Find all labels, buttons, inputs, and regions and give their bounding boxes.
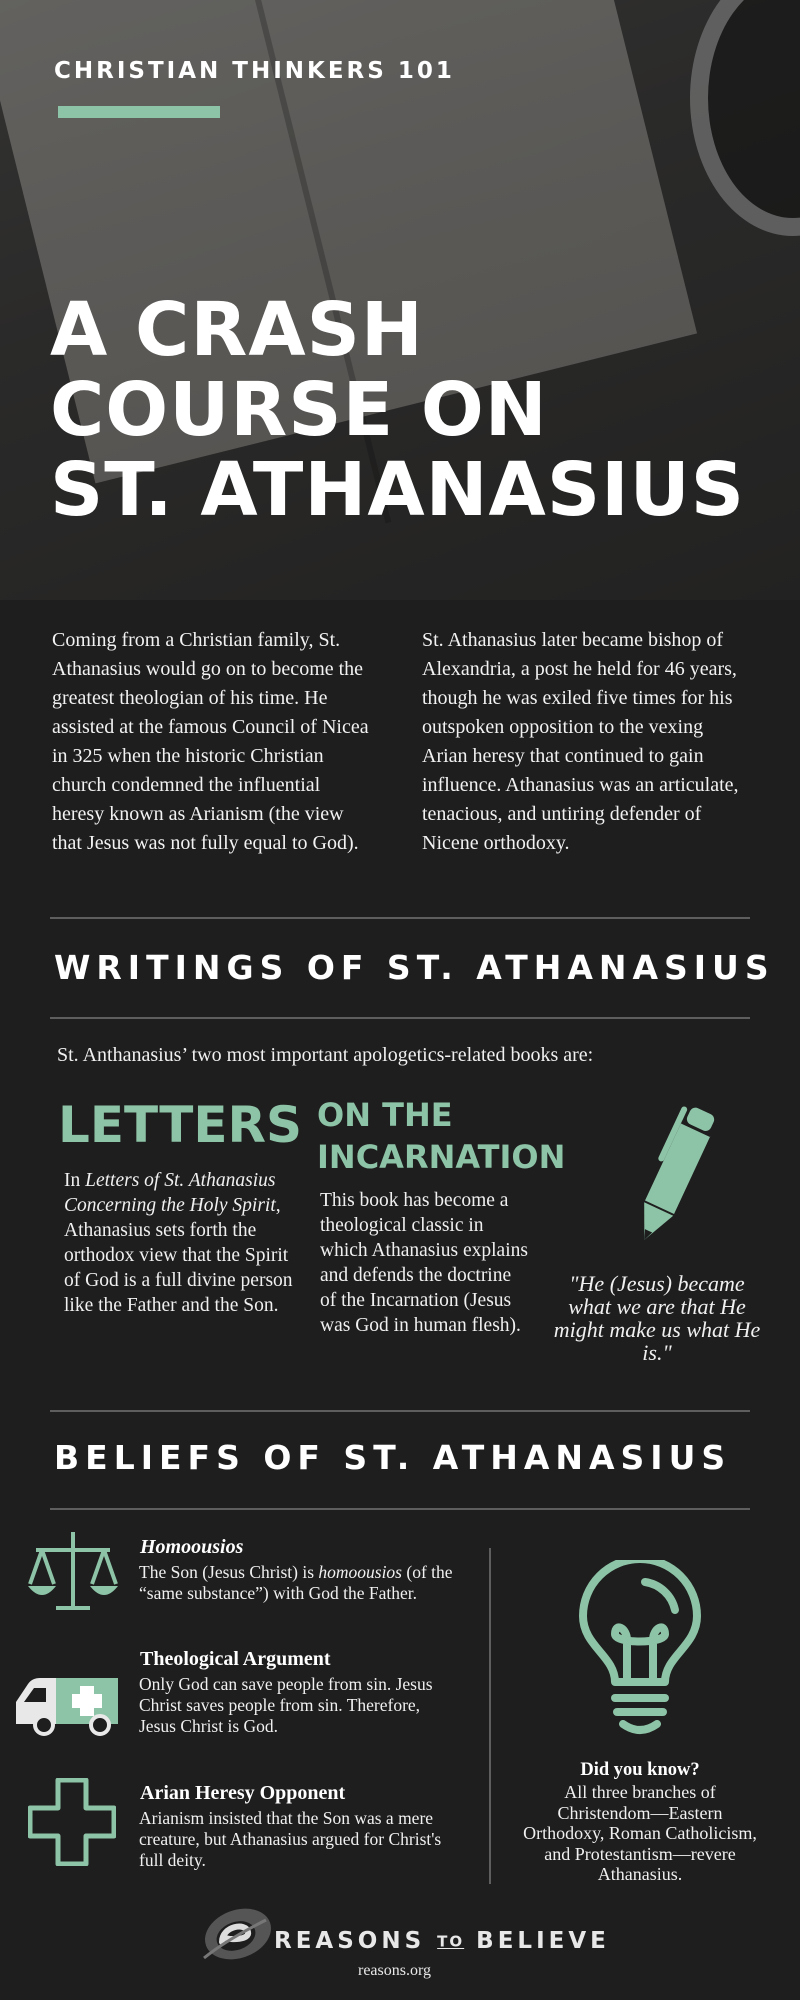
intro-right-paragraph: St. Athanasius later became bishop of Alexandria, a post he held for 46 years, though he was exiled five times for his outspoken opposition to the vexing Arian heresy that continued to gain influence. Athanasius was an articulate, tenacious, and untiring defender of Nicene orthodoxy. <box>422 629 739 854</box>
cross-icon <box>28 1778 116 1866</box>
hero-banner <box>0 0 800 600</box>
series-label: CHRISTIAN THINKERS 101 <box>54 58 455 84</box>
website-link[interactable]: reasons.org <box>358 1962 432 1979</box>
belief-text-argument: Only God can save people from sin. Jesus Christ saves people from sin. Therefore, Jesus Christ is God. <box>139 1674 433 1736</box>
divider <box>50 1508 750 1510</box>
divider <box>50 1017 750 1019</box>
did-you-know-text: All three branches of Christendom—Eastern Orthodoxy, Roman Catholicism, and Protestantism—revere Athanasius. <box>523 1782 757 1884</box>
accent-bar <box>58 106 220 118</box>
pen-icon <box>628 1096 718 1256</box>
incarnation-title: ON THE INCARNATION <box>317 1096 566 1176</box>
page-title: A CRASH COURSE ON ST. ATHANASIUS <box>50 287 746 533</box>
belief-text-arian: Arianism insisted that the Son was a mere creature, but Athanasius argued for Christ's full deity. <box>139 1808 442 1870</box>
writings-intro: St. Anthanasius’ two most important apologetics-related books are: <box>57 1044 594 1066</box>
brand-name: REASONS TO BELIEVE <box>274 1928 610 1954</box>
letters-title: LETTERS <box>58 1096 303 1154</box>
incarnation-description: This book has become a theological classic in which Athanasius explains and defends the doctrine of the Incarnation (Jesus was God in human flesh). <box>320 1190 528 1336</box>
beliefs-heading: BELIEFS OF ST. ATHANASIUS <box>54 1438 732 1477</box>
intro-section <box>52 626 752 858</box>
intro-left-paragraph: Coming from a Christian family, St. Athanasius would go on to become the greatest theologian of his time. He assisted at the famous Council of Nicea in 325 when the historic Christian church condemned the influential heresy known as Arianism (the view that Jesus was not fully equal to God). <box>52 629 369 854</box>
writings-heading: WRITINGS OF ST. ATHANASIUS <box>54 948 775 987</box>
quote: "He (Jesus) became what we are that He might make us what He is." <box>553 1271 761 1365</box>
reasons-logo-icon <box>196 1900 276 1970</box>
letters-description: In Letters of St. Athanasius Concerning the Holy Spirit, Athanasius sets forth the orthodox view that the Spirit of God is a full divine person like the Father and the Son. <box>64 1170 293 1316</box>
belief-text-homoousios: The Son (Jesus Christ) is homoousios (of the “same substance”) with God the Father. <box>139 1562 453 1603</box>
lightbulb-icon <box>575 1560 705 1740</box>
column-divider <box>489 1548 491 1884</box>
belief-heading-homoousios: Homoousios <box>140 1536 244 1558</box>
divider <box>50 1410 750 1412</box>
did-you-know-heading: Did you know? <box>580 1760 700 1780</box>
ambulance-icon <box>14 1674 122 1736</box>
belief-heading-argument: Theological Argument <box>140 1648 331 1670</box>
belief-heading-arian: Arian Heresy Opponent <box>140 1782 346 1804</box>
scales-icon <box>26 1528 120 1612</box>
divider <box>50 917 750 919</box>
